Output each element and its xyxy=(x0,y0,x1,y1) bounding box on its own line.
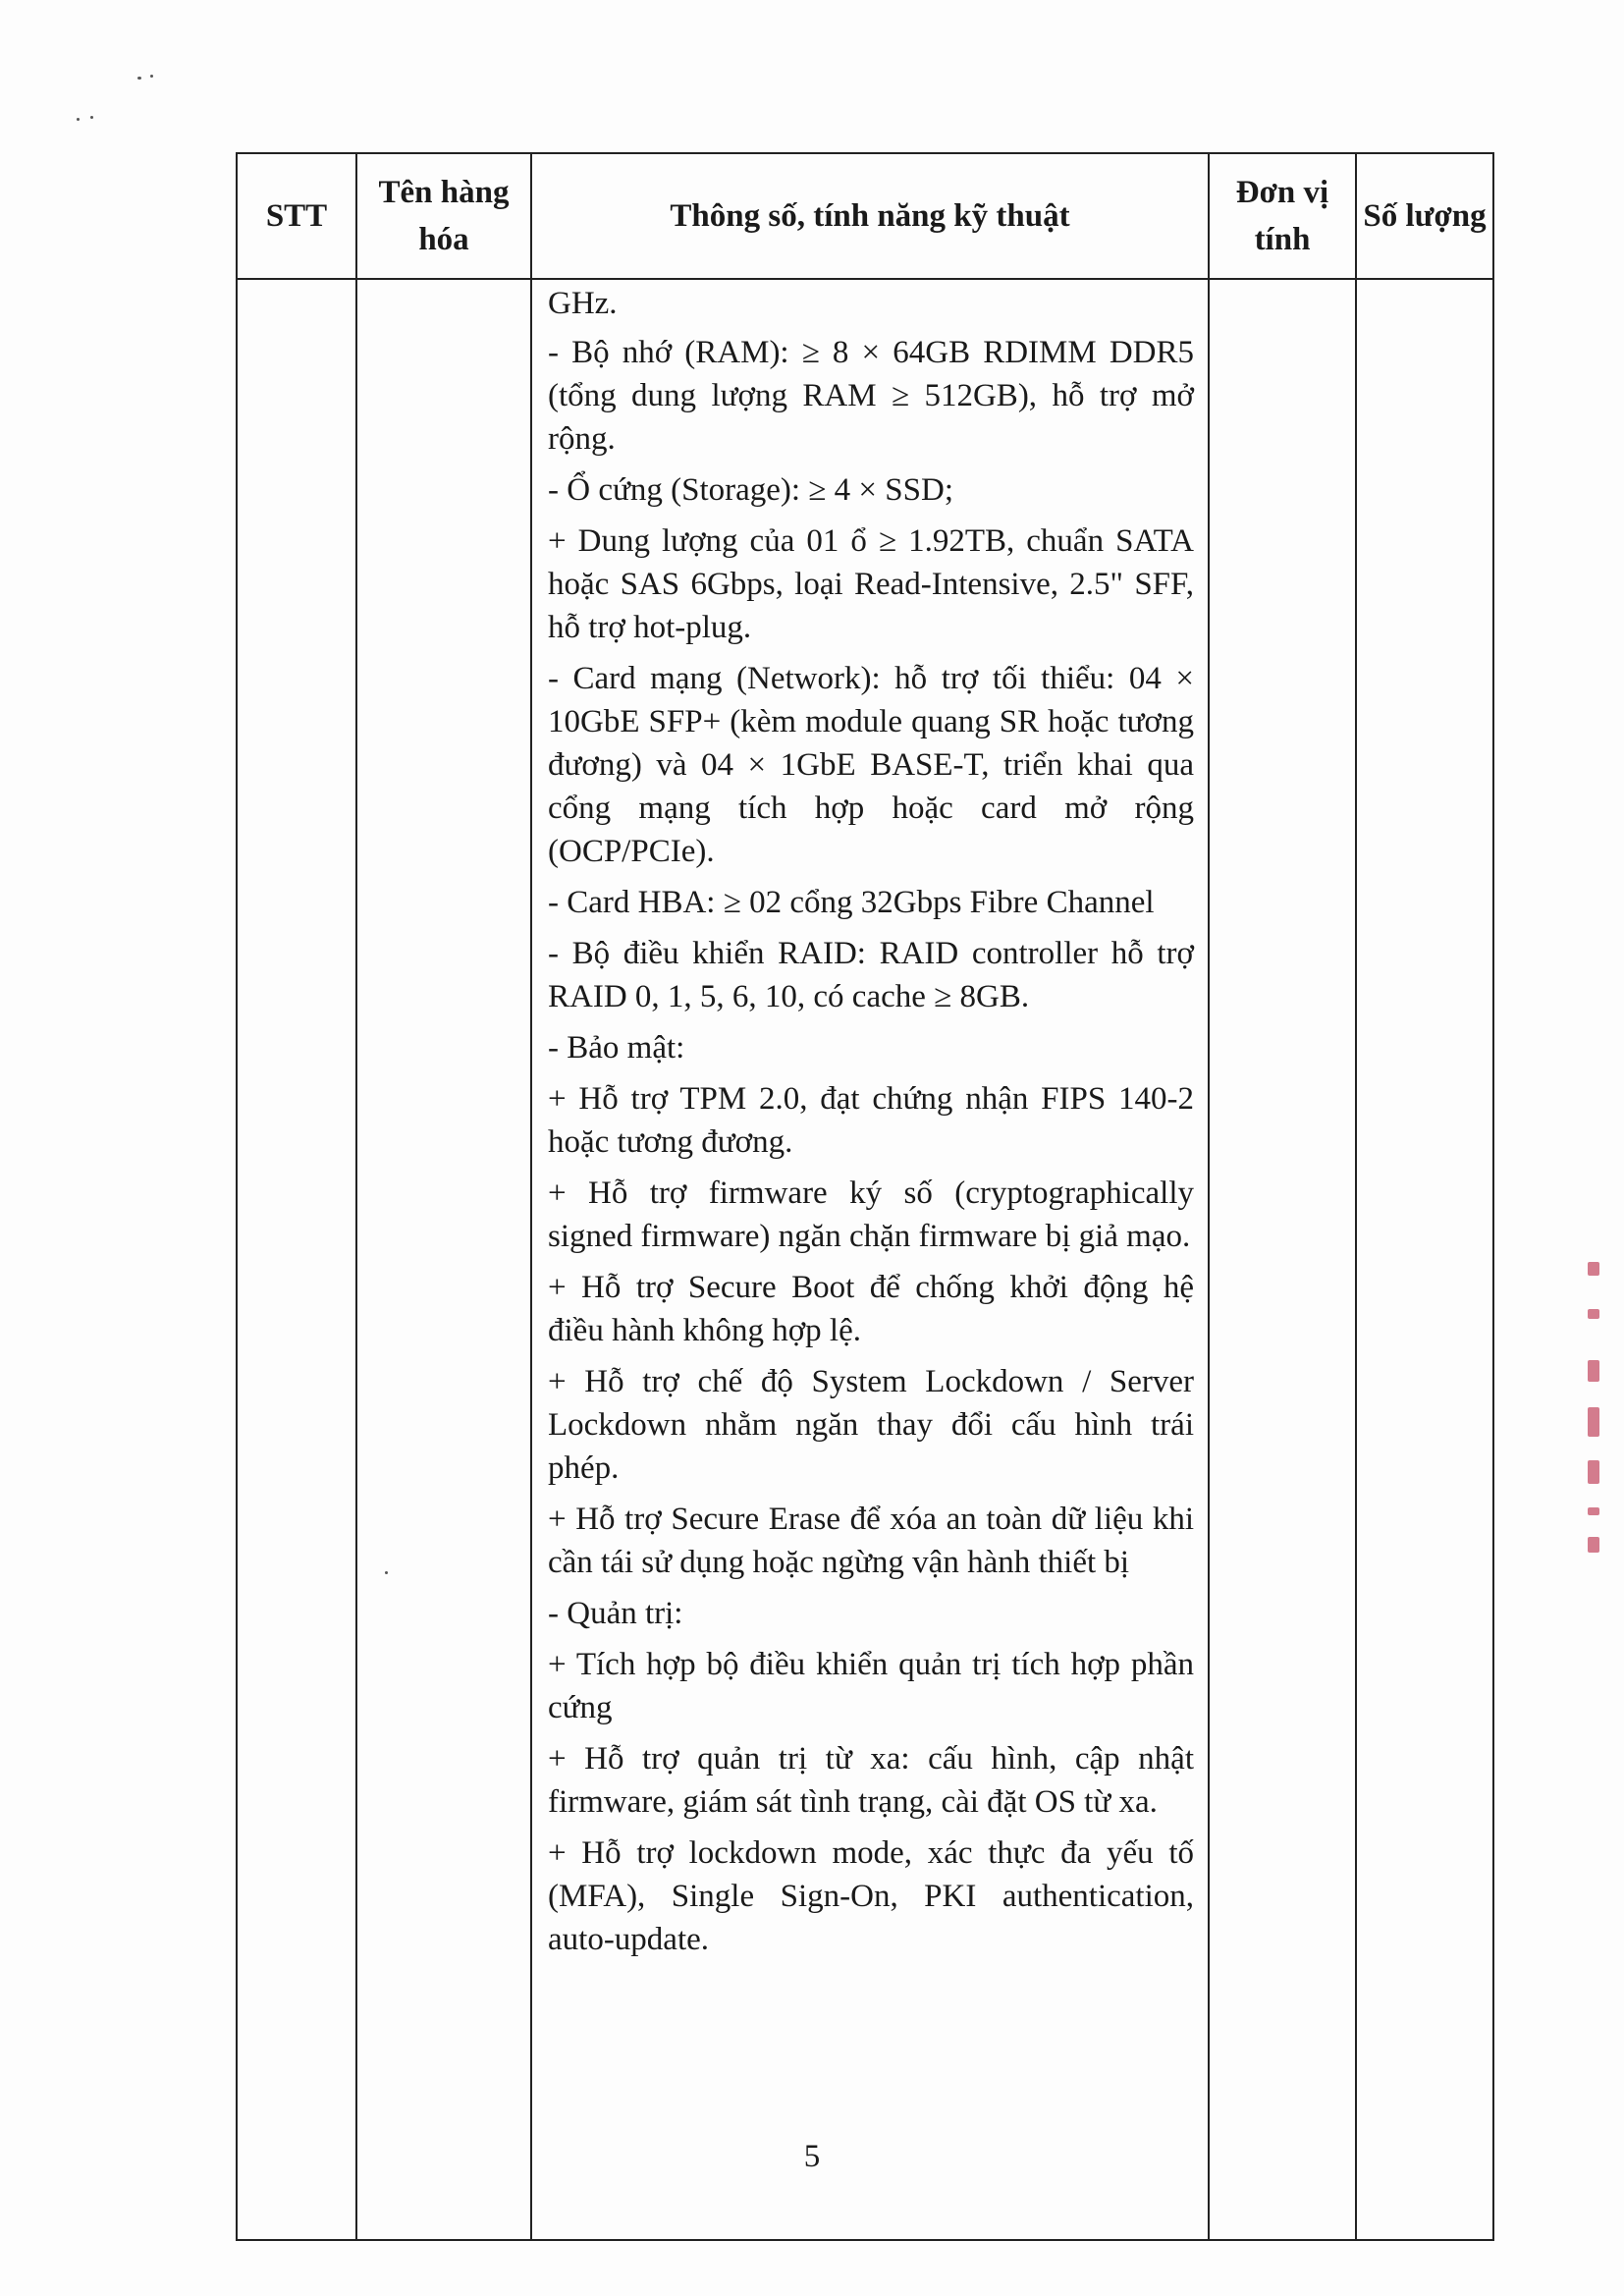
spec-item: - Card mạng (Network): hỗ trợ tối thiểu: 04 × 10GbE SFP+ (kèm module quang SR hoặc tương đương) và 04 × 1GbE BASE-T, triển khai qua cổng mạng tích hợp hoặc card mở rộng (OCP/PCIe). xyxy=(548,661,1194,869)
spec-item: - Card HBA: ≥ 02 cổng 32Gbps Fibre Channel xyxy=(548,885,1155,920)
header-ten-hang-hoa: Tên hàng hóa xyxy=(356,153,531,279)
table-row xyxy=(237,279,1493,2240)
header-stt: STT xyxy=(237,153,356,279)
scan-speck xyxy=(90,116,93,119)
specification-table xyxy=(236,152,1494,2241)
spec-item: GHz. xyxy=(548,286,618,321)
table-header-row xyxy=(237,153,1493,279)
spec-item: + Dung lượng của 01 ổ ≥ 1.92TB, chuẩn SATA hoặc SAS 6Gbps, loại Read-Intensive, 2.5" SFF, hỗ trợ hot-plug. xyxy=(548,523,1194,645)
spec-item: - Ổ cứng (Storage): ≥ 4 × SSD; xyxy=(548,472,953,508)
spec-item: - Bảo mật: xyxy=(548,1030,685,1066)
stamp-edge-mark xyxy=(1588,1262,1605,1557)
scan-speck xyxy=(137,77,141,80)
cell-ten-hang-hoa xyxy=(356,279,531,2240)
spec-item: - Bộ nhớ (RAM): ≥ 8 × 64GB RDIMM DDR5 (tổng dung lượng RAM ≥ 512GB), hỗ trợ mở rộng. xyxy=(548,335,1194,457)
spec-item: + Hỗ trợ firmware ký số (cryptographically signed firmware) ngăn chặn firmware bị giả mạo. xyxy=(548,1175,1194,1254)
header-don-vi-tinh: Đơn vị tính xyxy=(1209,153,1356,279)
spec-item: + Hỗ trợ quản trị từ xa: cấu hình, cập nhật firmware, giám sát tình trạng, cài đặt OS từ xa. xyxy=(548,1741,1194,1820)
cell-so-luong xyxy=(1356,279,1493,2240)
header-thong-so: Thông số, tính năng kỹ thuật xyxy=(531,153,1209,279)
scan-speck xyxy=(150,75,153,78)
scan-speck xyxy=(77,118,80,121)
spec-item: - Bộ điều khiển RAID: RAID controller hỗ trợ RAID 0, 1, 5, 6, 10, có cache ≥ 8GB. xyxy=(548,936,1194,1014)
spec-item: + Hỗ trợ TPM 2.0, đạt chứng nhận FIPS 140-2 hoặc tương đương. xyxy=(548,1081,1194,1160)
cell-stt xyxy=(237,279,356,2240)
cell-don-vi-tinh xyxy=(1209,279,1356,2240)
spec-item: + Tích hợp bộ điều khiển quản trị tích hợp phần cứng xyxy=(548,1647,1194,1725)
cell-thong-so xyxy=(531,279,1209,2240)
spec-list xyxy=(532,280,1208,1961)
page-number: 5 xyxy=(803,2139,821,2174)
header-so-luong: Số lượng xyxy=(1356,153,1493,279)
spec-item: + Hỗ trợ lockdown mode, xác thực đa yếu tố (MFA), Single Sign-On, PKI authentication, auto-update. xyxy=(548,1835,1194,1957)
spec-item: - Quản trị: xyxy=(548,1596,683,1631)
spec-item: + Hỗ trợ Secure Erase để xóa an toàn dữ liệu khi cần tái sử dụng hoặc ngừng vận hành thiết bị xyxy=(548,1502,1194,1580)
spec-item: + Hỗ trợ Secure Boot để chống khởi động hệ điều hành không hợp lệ. xyxy=(548,1270,1194,1348)
spec-item: + Hỗ trợ chế độ System Lockdown / Server Lockdown nhằm ngăn thay đổi cấu hình trái phép. xyxy=(548,1364,1194,1486)
